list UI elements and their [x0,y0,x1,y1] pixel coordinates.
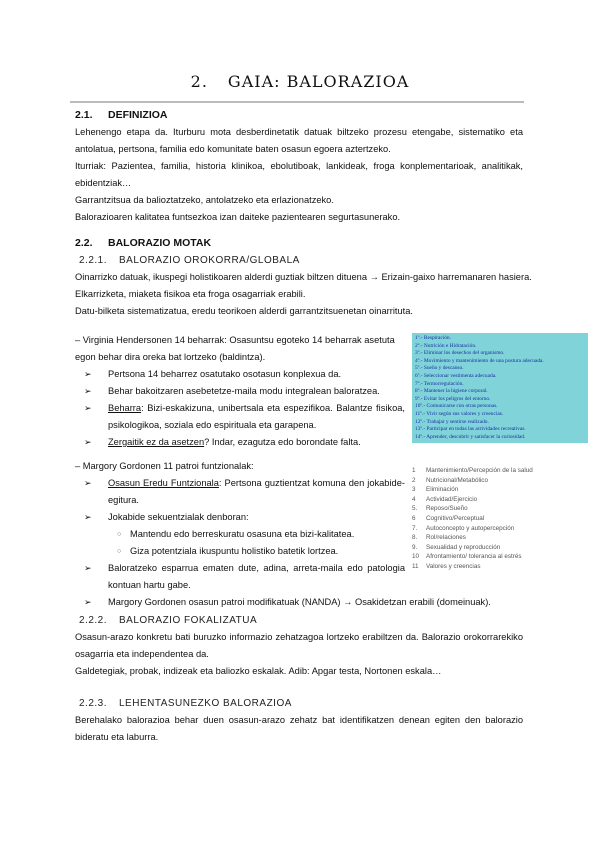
section-fokalizatua [75,612,523,680]
need-item: 5º.- Sueño y descanso. [415,365,464,372]
need-item: 1º.- Respiración. [415,335,451,341]
need-item: 6º.- Seleccionar vestimenta adecuada. [415,372,497,379]
pattern-item: 7. Autoconcepto y autopercepción [412,524,515,532]
need-item: 9º.- Evitar los peligros del entorno. [415,395,491,402]
title-divider [70,101,524,103]
bullet-item: ➢ Baloratzeko esparrua ematen dute, adina, arreta-maila edo patologia kontuan hartu gabe. [75,560,405,594]
circle-bullet-icon: ○ [117,548,122,555]
section-heading: 2.1. DEFINIZIOA [75,109,168,121]
bullet-item: ➢ Zergaitik ez da asetzen? Indar, ezagutza edo borondate falta. [75,434,405,451]
need-item: 10º.- Comunicarse con otras personas. [415,403,498,410]
arrow-bullet-icon: ➢ [84,478,92,488]
arrow-bullet-icon: ➢ [84,403,92,413]
need-item: 7º.- Termorregulación. [415,380,464,387]
paragraph: Garrantzitsua da balioztatzeko, antolatzeko eta erlazionatzeko. [75,195,334,205]
section-definizioa [75,107,523,226]
paragraph: Oinarrizko datuak, ikuspegi holistikoaren alderdi guztiak biltzen dituena → Erizain-gaixo harremanaren hasiera. [75,272,532,282]
bullet-item: ➢ Pertsona 14 beharrez osatutako osotasun konplexua da. [75,366,405,383]
paragraph: Galdetegiak, probak, indizeak eta baliozko eskalak. Adib: Apgar testa, Nortonen eskala… [75,666,442,676]
paragraph: Balorazioaren kalitatea funtsezkoa izan daiteke pazientearen segurtasunerako. [75,212,401,222]
arrow-bullet-icon: ➢ [84,369,92,379]
arrow-bullet-icon: ➢ [84,437,92,447]
sub-bullet-item: ○ Giza potentziala ikuspuntu holistiko batetik lortzea. [75,543,405,560]
need-item: 11º.- Vivir según sus valores y creencias. [415,410,504,417]
pattern-item: 5. Reposo/Sueño [412,505,468,513]
section-balorazio-motak [75,235,535,320]
henderson-needs-image [412,333,588,443]
bullet-item: ➢ Behar bakoitzaren asebetetze-maila modu integralean baloratzea. [75,383,405,400]
paragraph: Lehenengo etapa da. Iturburu mota desberdinetatik datuak biltzeko prozesu etengabe, sistematiko eta antolatua, pertsona, familia edo komunitate baten osasun egoera aztertzeko. [75,127,523,154]
subsection-heading: 2.2.1. BALORAZIO OROKORRA/GLOBALA [79,255,300,266]
paragraph: Berehalako balorazioa behar duen osasun-arazo zehatz bat identifikatzen denean egiten den balorazio bideratu eta laburra. [75,715,523,742]
pattern-item: 1 Mantenimiento/Percepción de la salud [412,467,533,474]
pattern-item: 3 Eliminación [412,486,459,494]
pattern-item: 8. Rol/relaciones [412,534,466,542]
paragraph: Iturriak: Pazientea, familia, historia klinikoa, ebolutiboak, lankideak, froga konplementarioak, analitikak, ebidentziak… [75,161,523,188]
bullet-item: ➢ Jokabide sekuentzialak denboran: [75,509,405,526]
bullet-item: ➢ Osasun Eredu Funtzionala: Pertsona guztientzat komuna den jokabide-egitura. [75,475,405,509]
page-title: 2. GAIA: BALORAZIOA [190,72,410,91]
pattern-item: 11 Valores y creencias [412,562,481,570]
circle-bullet-icon: ○ [117,531,122,538]
pattern-item: 9. Sexualidad y reproducción [412,543,501,551]
bullet-item: ➢ Margory Gordonen osasun patroi modifikatuak (NANDA) → Osakidetzan erabili (domeinuak). [75,594,568,611]
arrow-bullet-icon: ➢ [84,563,92,573]
arrow-bullet-icon: ➢ [84,512,92,522]
need-item: 8º.- Mantener la higiene corporal. [415,388,488,395]
paragraph: Datu-bilketa sistematizatua, eredu teorikoen alderdi garrantzitsuenetan oinarrituta. [75,306,413,316]
pattern-item: 10 Afrontamiento/ tolerancia al estrés [412,553,522,561]
need-item: 14º.- Aprender, descubrir y satisfacer la curiosidad. [415,433,526,440]
pattern-item: 6 Cognitivo/Perceptual [412,514,485,522]
arrow-bullet-icon: ➢ [84,597,92,607]
henderson-block [75,332,405,451]
subsection-heading: 2.2.3. LEHENTASUNEZKO BALORAZIOA [79,698,292,709]
subsection-heading: 2.2.2. BALORAZIO FOKALIZATUA [79,615,258,626]
need-item: 4º.- Movimiento y mantenimiento de una postura adecuada. [415,357,544,364]
sub-bullet-item: ○ Mantendu edo berreskuratu osasuna eta bizi-kalitatea. [75,526,405,543]
need-item: 2º.- Nutrición e Hidratación. [415,342,477,349]
henderson-intro: – Virginia Hendersonen 14 beharrak: Osasuntsu egoteko 14 beharrak asetuta egon behar dira oreka bat lortzeko (baldintza). [75,335,395,362]
paragraph: Osasun-arazo konkretu bati buruzko informazio zehatzagoa lortzeko erabiltzen da. Balorazio orokorrarekiko osagarria eta independentea da. [75,632,523,659]
need-item: 12º.- Trabajar y sentirse realizado. [415,418,489,425]
need-item: 3º.- Eliminar los desechos del organismo. [415,350,505,357]
bullet-item: ➢ Beharra: Bizi-eskakizuna, unibertsala eta espezifikoa. Balantze fisikoa, psikologikoa, soziala edo espirituala eta garapena. [75,400,405,434]
section-lehentasunezko [75,695,523,746]
need-item: 13º.- Participar en todas las actividades recreativas. [415,426,526,433]
paragraph: Elkarrizketa, miaketa fisikoa eta froga osagarriak erabili. [75,289,306,299]
gordon-patterns-list [412,466,592,572]
gordon-intro: – Margory Gordonen 11 patroi funtzionalak: [75,461,254,471]
section-heading: 2.2. BALORAZIO MOTAK [75,237,212,249]
arrow-bullet-icon: ➢ [84,386,92,396]
pattern-item: 4 Actividad/Ejercicio [412,495,478,503]
pattern-item: 2 Nutricional/Metabólico [412,476,488,484]
